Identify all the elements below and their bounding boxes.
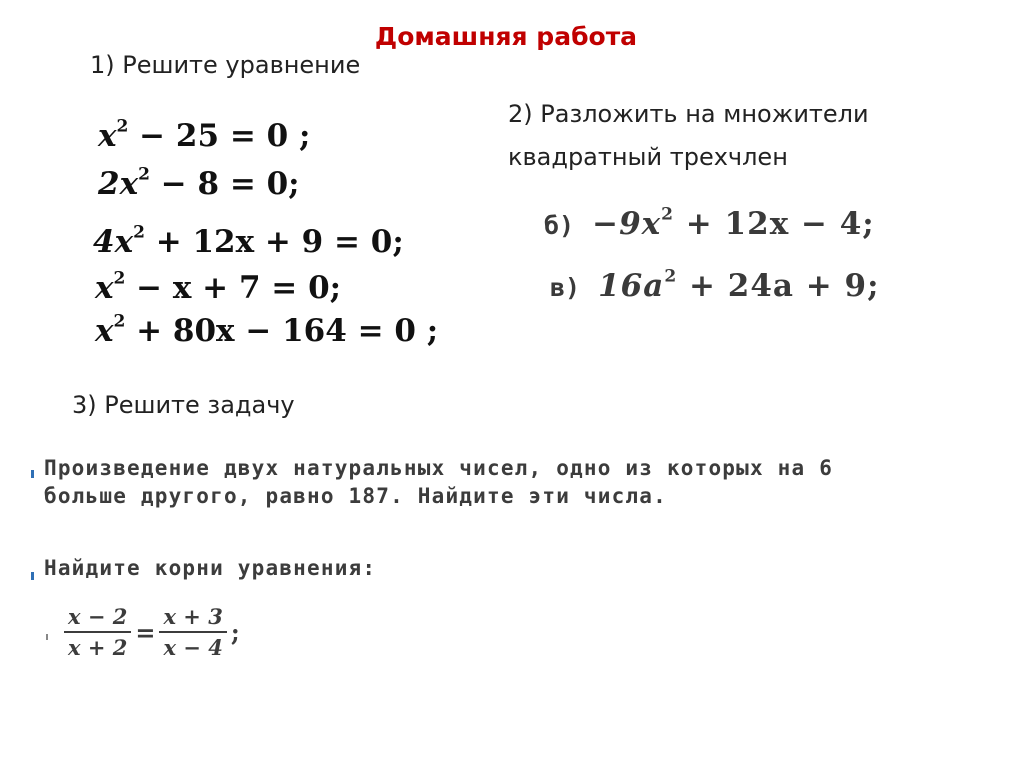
fraction-equation — [64, 604, 244, 660]
left-numerator: x − 2 — [64, 604, 131, 633]
eq5-exp: 2 — [113, 311, 126, 332]
equation-1 — [98, 118, 310, 154]
semicolon: ; — [230, 617, 240, 647]
eq4-exp: 2 — [113, 268, 126, 289]
eq4-base: x — [95, 270, 114, 306]
task1-heading: 1) Решите уравнение — [90, 51, 361, 79]
factor-item-b — [544, 206, 875, 242]
scan-tick — [46, 634, 48, 640]
right-fraction — [159, 604, 226, 660]
equals-sign: = — [135, 617, 156, 647]
problem-line-1: Произведение двух натуральных чисел, одно из которых на 6 — [44, 456, 834, 480]
eq2-rest: − 8 = 0; — [149, 166, 300, 202]
factor-item-v — [550, 268, 880, 304]
eq1-exp: 2 — [116, 116, 129, 137]
left-fraction — [64, 604, 131, 660]
eq1-rest: − 25 = 0 ; — [128, 118, 311, 154]
roots-prompt: Найдите корни уравнения: — [44, 556, 377, 580]
right-denominator: x − 4 — [163, 635, 223, 660]
factor-b-pre: −9x — [592, 206, 662, 242]
factor-b-post: + 12x − 4; — [674, 206, 875, 242]
left-denominator: x + 2 — [68, 635, 128, 660]
factor-v-pre: 16a — [598, 268, 665, 304]
equation-3 — [93, 224, 404, 260]
eq3-base: 4x — [93, 224, 134, 260]
task2-heading-line2: квадратный трехчлен — [508, 143, 788, 171]
eq2-exp: 2 — [138, 164, 150, 185]
page-title: Домашняя работа — [374, 22, 638, 51]
eq3-rest: + 12x + 9 = 0; — [144, 224, 404, 260]
equation-4 — [95, 270, 341, 306]
equation-5 — [95, 313, 438, 349]
eq5-base: x — [95, 313, 114, 349]
problem-line-2: больше другого, равно 187. Найдите эти числа. — [44, 484, 667, 508]
factor-v-exp: 2 — [664, 266, 678, 287]
task3-heading: 3) Решите задачу — [72, 391, 295, 419]
eq3-exp: 2 — [133, 222, 145, 243]
scan-mark — [31, 572, 34, 580]
eq1-base: x — [98, 118, 117, 154]
scan-mark — [31, 470, 34, 478]
task2-heading-line1: 2) Разложить на множители — [508, 100, 869, 128]
factor-label-v: в) — [550, 273, 581, 302]
factor-v-post: + 24a + 9; — [677, 268, 880, 304]
factor-scan — [540, 196, 900, 318]
eq4-rest: − x + 7 = 0; — [125, 270, 342, 306]
factor-b-exp: 2 — [661, 204, 674, 225]
equation-2 — [98, 166, 300, 202]
eq5-rest: + 80x − 164 = 0 ; — [125, 313, 439, 349]
factor-label-b: б) — [544, 211, 575, 240]
eq2-base: 2x — [98, 166, 139, 202]
right-numerator: x + 3 — [159, 604, 226, 633]
